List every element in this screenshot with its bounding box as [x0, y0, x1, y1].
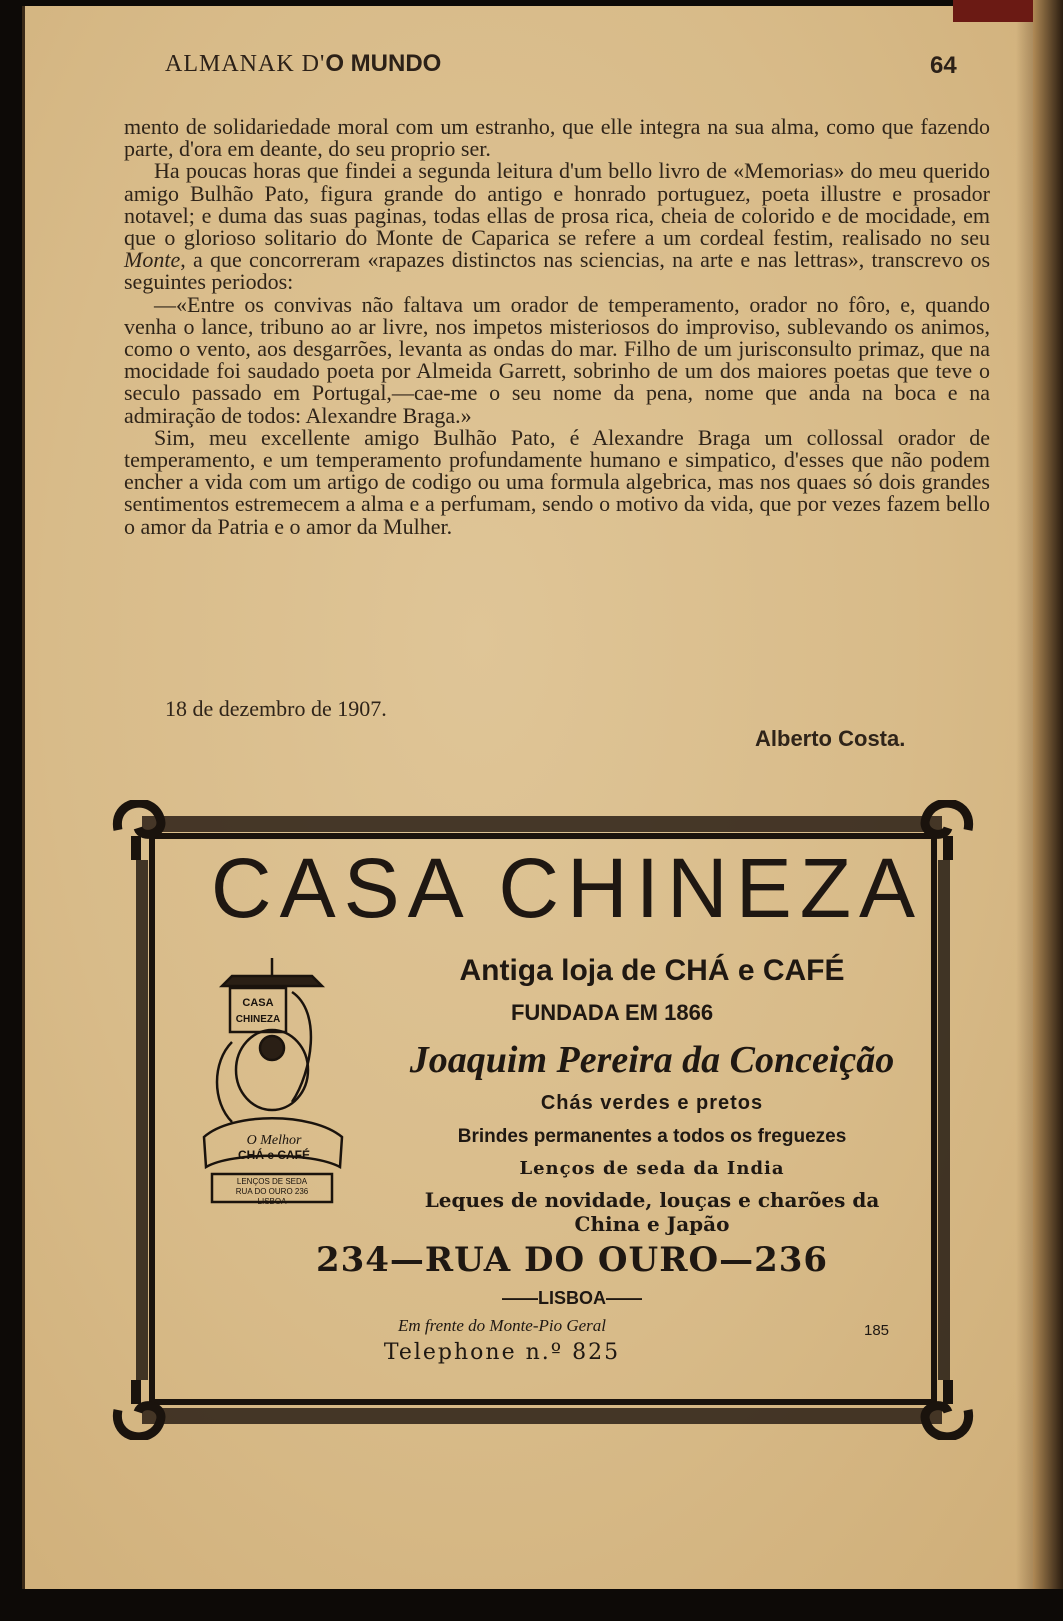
- ad-owner: Joaquim Pereira da Conceição: [409, 1039, 895, 1081]
- emblem-sign-line1: CASA: [242, 997, 274, 1009]
- ad-fans: Leques de novidade, louças e charões da China e Japão: [424, 1188, 880, 1236]
- ad-city: ——LISBOA——: [501, 1288, 642, 1308]
- emblem-banner-line3: LENÇOS DE SEDA: [236, 1177, 308, 1186]
- paragraph-1: mento de solidariedade moral com um estranho, que elle integra na sua alma, como que fazendo parte, d'ora em deante, do seu proprio ser.: [124, 114, 990, 162]
- ad-teas: Chás verdes e pretos: [540, 1092, 764, 1114]
- article-body: [124, 116, 990, 538]
- article-author: Alberto Costa.: [755, 726, 906, 751]
- ad-phone: Telephone n.º 825: [383, 1340, 621, 1365]
- ad-silk: Lenços de seda da India: [519, 1158, 785, 1179]
- bottom-page-edge: [0, 1589, 1063, 1621]
- ad-title: CASA CHINEZA: [210, 841, 924, 935]
- emblem-banner-line2: CHÁ e CAFÉ: [237, 1148, 311, 1162]
- ad-near: Em frente do Monte-Pio Geral: [397, 1316, 607, 1335]
- running-head: [165, 50, 441, 78]
- ad-reference-number: 185: [864, 1322, 890, 1339]
- advertisement: [112, 800, 974, 1440]
- paragraph-2: [124, 160, 990, 293]
- emblem-banner-line1: O Melhor: [246, 1133, 302, 1148]
- running-head-bold: O MUNDO: [325, 50, 442, 77]
- ad-founded: FUNDADA EM 1866: [510, 1000, 714, 1025]
- paragraph-2-italic: Monte: [124, 247, 181, 273]
- paragraph-2-end: , a que concorreram «rapazes distinctos nas sciencias, na arte e nas lettras», transcrevo os seguintes periodos:: [124, 247, 990, 295]
- running-head-prefix: ALMANAK D': [165, 51, 326, 77]
- emblem-sign-line2: CHINEZA: [235, 1014, 281, 1025]
- page-number: 64: [930, 52, 957, 79]
- ad-gifts: Brindes permanentes a todos os freguezes: [457, 1126, 847, 1147]
- ad-address: 234—RUA DO OURO—236: [315, 1240, 829, 1280]
- right-page-edge: [1033, 0, 1063, 1621]
- ad-subtitle: Antiga loja de CHÁ e CAFÉ: [459, 954, 845, 987]
- paragraph-2-text: Ha poucas horas que findei a segunda leitura d'um bello livro de «Memorias» do meu querido amigo Bulhão Pato, figura grande do antigo e honrado portuguez, poeta illustre e prosador notavel; e duma das suas paginas, todas ellas de prosa rica, cheia de colorido e de mocidade, em que o glorioso solitario do Monte de Caparica se refere a um cordeal festim, realisado no seu: [124, 158, 990, 251]
- red-page-edge: [953, 0, 1033, 22]
- emblem-banner-line5: LISBOA: [257, 1197, 287, 1206]
- chinese-figure-emblem: [192, 952, 352, 1212]
- paragraph-4: Sim, meu excellente amigo Bulhão Pato, é Alexandre Braga um collossal orador de temperamento, e um temperamento profundamente humano e simpatico, d'esses que não podem encher a vida com um artigo de codigo ou uma formula algebrica, mas nos quaes só dois grandes sentimentos estremecem a alma e a perfumam, sendo o motivo da vida, que por vezes fazem bello o amor da Patria e o amor da Mulher.: [124, 424, 990, 539]
- emblem-banner-line4: RUA DO OURO 236: [235, 1187, 309, 1196]
- article-date: 18 de dezembro de 1907.: [165, 696, 387, 721]
- paragraph-3-quote: —«Entre os convivas não faltava um orador de temperamento, orador no fôro, e, quando venha o lance, tribuno ao ar livre, nos impetos misteriosos do improviso, sublevando os animos, como o vento, aos desgarrões, levanta as ondas do mar. Filho de um jurisconsulto primaz, que na mocidade foi saudado poeta por Almeida Garrett, sobrinho de um dos maiores poetas que teve o seculo passado em Portugal,—cae-me o seu nome da pena, nome que anda na boca e na admiração de todos: Alexandre Braga.»: [124, 291, 990, 428]
